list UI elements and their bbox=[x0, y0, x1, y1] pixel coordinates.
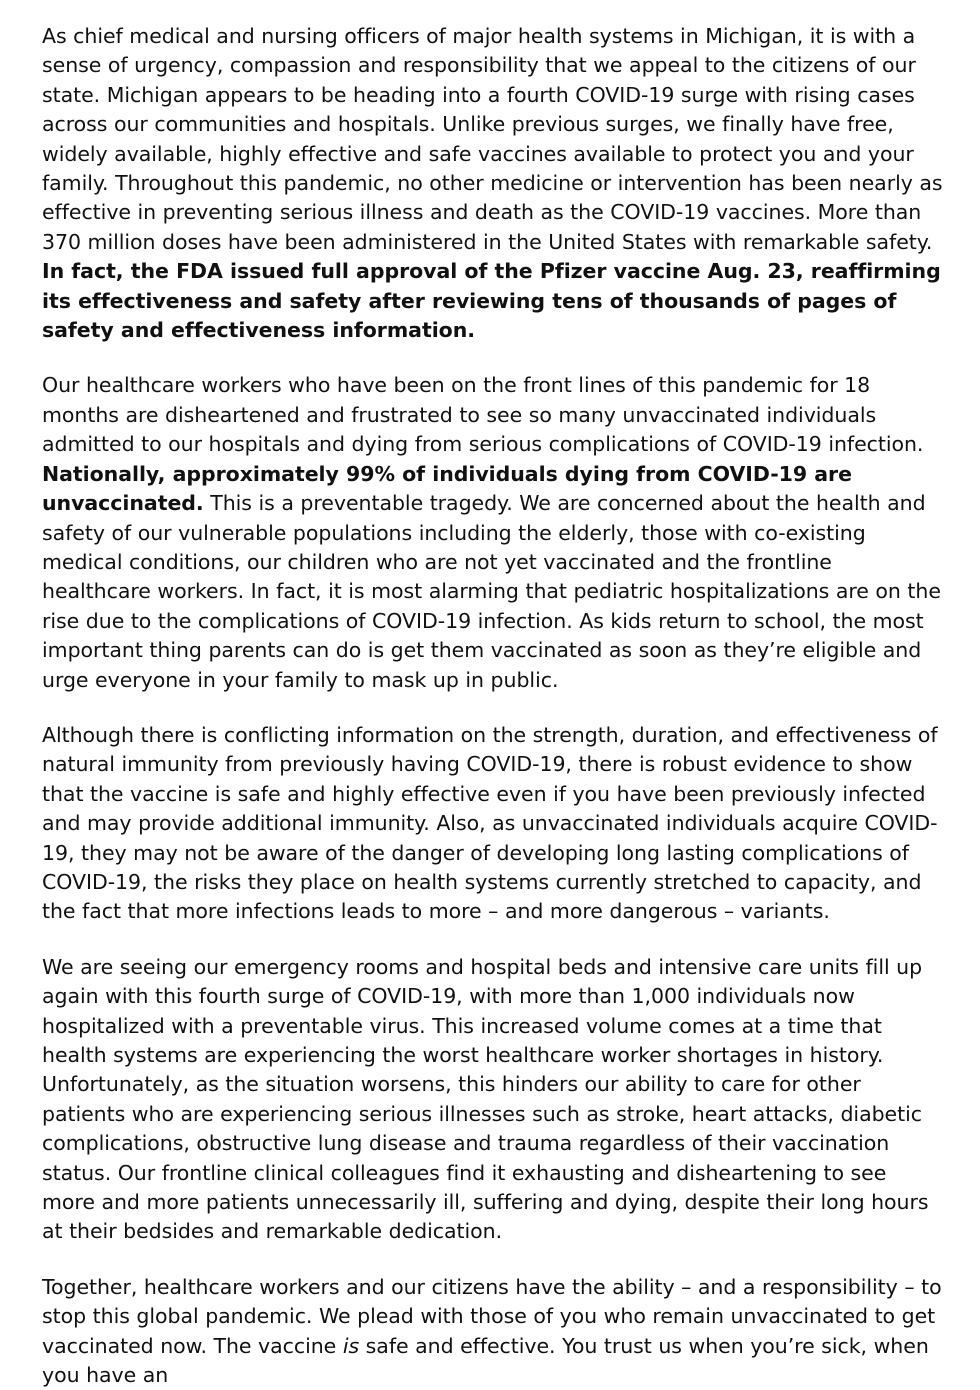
paragraph-3 bbox=[42, 721, 944, 927]
document-body bbox=[42, 22, 944, 1390]
paragraph-1 bbox=[42, 22, 944, 345]
text-run: Although there is conflicting information on the strength, duration, and effectiveness of natural immunity from previously having COVID-19, there is robust evidence to show that the vaccine is safe and highly effective even if you have been previously infected and may provide additional immunity. Also, as unvaccinated individuals acquire COVID-19, they may not be aware of the danger of developing long lasting complications of COVID-19, the risks they place on health systems currently stretched to capacity, and the fact that more infections leads to more – and more dangerous – variants. bbox=[42, 722, 938, 924]
text-run: safe and effective. You trust us when you’re sick, when you have an bbox=[42, 1333, 929, 1388]
text-run: As chief medical and nursing officers of major health systems in Michigan, it is with a sense of urgency, compassion and responsibility that we appeal to the citizens of our state. Michigan appears to be heading into a fourth COVID-19 surge with rising cases across our communities and hospitals. Unlike previous surges, we finally have free, widely available, highly effective and safe vaccines available to protect you and your family. Throughout this pandemic, no other medicine or intervention has been nearly as effective in preventing serious illness and death as the COVID-19 vaccines. More than 370 million doses have been administered in the United States with remarkable safety. bbox=[42, 24, 943, 254]
paragraph-5 bbox=[42, 1273, 944, 1390]
text-run-bold: Nationally, approximately 99% of individuals dying from COVID-19 are unvaccinated. bbox=[42, 461, 852, 516]
text-run: We are seeing our emergency rooms and hospital beds and intensive care units fill up again with this fourth surge of COVID-19, with more than 1,000 individuals now hospitalized with a preventable virus. This increased volume comes at a time that health systems are experiencing the worst healthcare worker shortages in history. Unfortunately, as the situation worsens, this hinders our ability to care for other patients who are experiencing serious illnesses such as stroke, heart attacks, diabetic complications, obstructive lung disease and trauma regardless of their vaccination status. Our frontline clinical colleagues find it exhausting and disheartening to see more and more patients unnecessarily ill, suffering and dying, despite their long hours at their bedsides and remarkable dedication. bbox=[42, 954, 929, 1244]
text-run-bold: In fact, the FDA issued full approval of the Pfizer vaccine Aug. 23, reaffirming its effectiveness and safety after reviewing tens of thousands of pages of safety and effectiveness information. bbox=[42, 259, 941, 343]
paragraph-2 bbox=[42, 371, 944, 694]
text-run-italic: is bbox=[342, 1333, 360, 1358]
paragraph-4 bbox=[42, 953, 944, 1247]
text-run: This is a preventable tragedy. We are concerned about the health and safety of our vulnerable populations including the elderly, those with co-existing medical conditions, our children who are not yet vaccinated and the frontline healthcare workers. In fact, it is most alarming that pediatric hospitalizations are on the rise due to the complications of COVID-19 infection. As kids return to school, the most important thing parents can do is get them vaccinated as soon as they’re eligible and urge everyone in your family to mask up in public. bbox=[42, 491, 941, 692]
text-run: Our healthcare workers who have been on the front lines of this pandemic for 18 months are disheartened and frustrated to see so many unvaccinated individuals admitted to our hospitals and dying from serious complications of COVID-19 infection. bbox=[42, 373, 924, 457]
text-run: Together, healthcare workers and our citizens have the ability – and a responsibility – to stop this global pandemic. We plead with those of you who remain unvaccinated to get vaccinated now. The vaccine bbox=[42, 1274, 942, 1358]
